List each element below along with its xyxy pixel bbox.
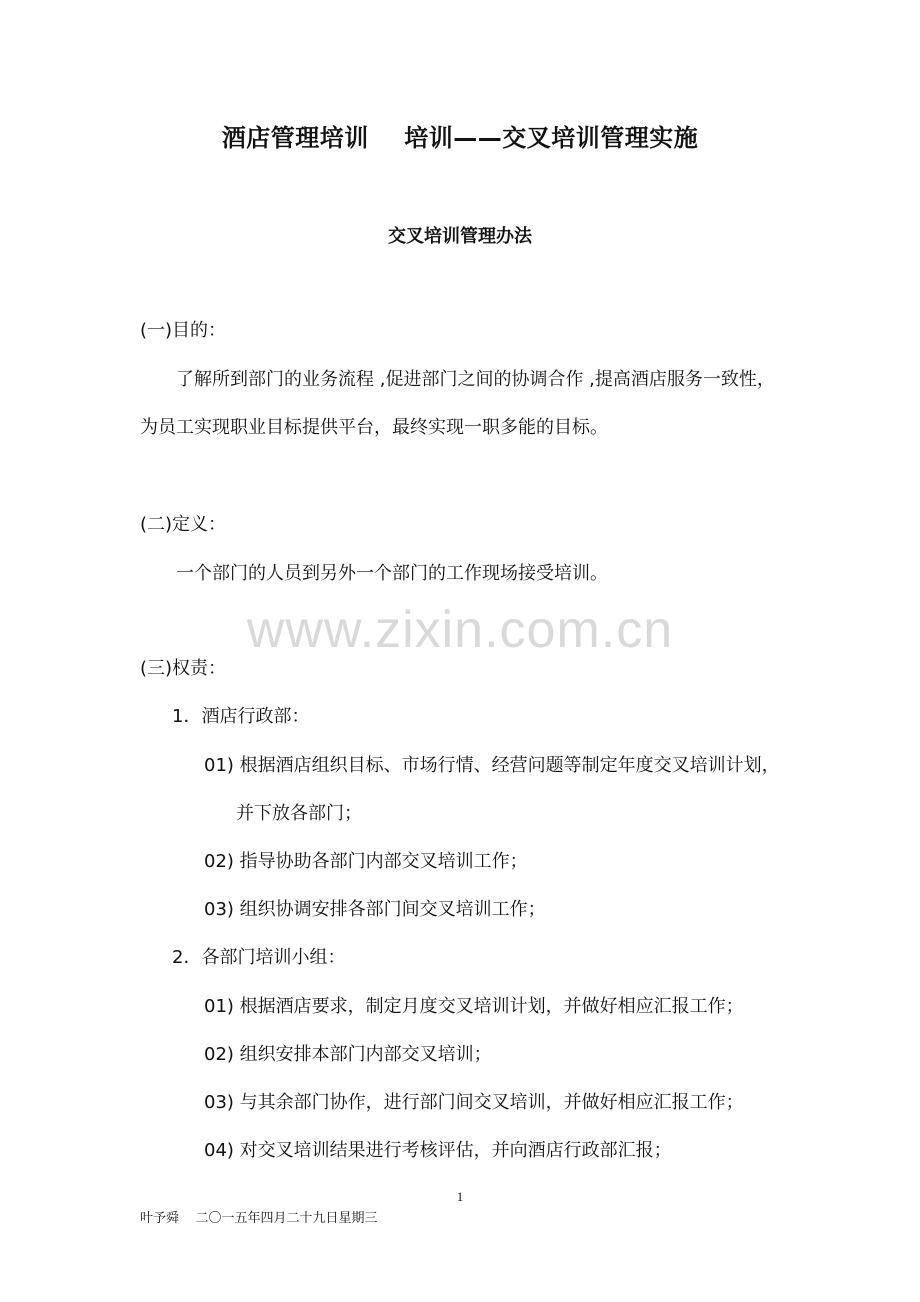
section-heading-purpose: (一)目的： xyxy=(140,320,227,341)
purpose-paragraph-line-1: 了解所到部门的业务流程 ,促进部门之间的协调合作 ,提高酒店服务一致性， xyxy=(176,369,775,390)
group-heading-admin: 1．酒店行政部： xyxy=(172,706,310,727)
list-item: 04) 对交叉培训结果进行考核评估，并向酒店行政部汇报； xyxy=(204,1140,672,1161)
list-item: 02) 组织安排本部门内部交叉培训； xyxy=(204,1044,492,1065)
list-item: 03) 组织协调安排各部门间交叉培训工作； xyxy=(204,899,546,920)
list-item-continuation: 并下放各部门； xyxy=(236,803,362,824)
section-heading-responsibility: (三)权责： xyxy=(140,658,227,679)
purpose-paragraph-line-2: 为员工实现职业目标提供平台，最终实现一职多能的目标。 xyxy=(140,417,608,438)
definition-paragraph: 一个部门的人员到另外一个部门的工作现场接受培训。 xyxy=(176,563,608,584)
list-item: 02) 指导协助各部门内部交叉培训工作； xyxy=(204,851,528,872)
list-item: 03) 与其余部门协作，进行部门间交叉培训，并做好相应汇报工作； xyxy=(204,1092,744,1113)
section-heading-definition: (二)定义： xyxy=(140,514,227,535)
watermark: www.zixin.com.cn xyxy=(246,601,674,659)
list-item: 01) 根据酒店组织目标、市场行情、经营问题等制定年度交叉培训计划， xyxy=(204,755,780,776)
list-item: 01) 根据酒店要求，制定月度交叉培训计划，并做好相应汇报工作； xyxy=(204,996,744,1017)
page-number: 1 xyxy=(456,1189,464,1204)
group-heading-department: 2．各部门培训小组： xyxy=(172,947,346,968)
document-title: 酒店管理培训 培训——交叉培训管理实施 xyxy=(221,124,699,152)
page-footer: 叶予舜 二〇一五年四月二十九日星期三 xyxy=(140,1211,378,1226)
document-subtitle: 交叉培训管理办法 xyxy=(388,226,532,247)
